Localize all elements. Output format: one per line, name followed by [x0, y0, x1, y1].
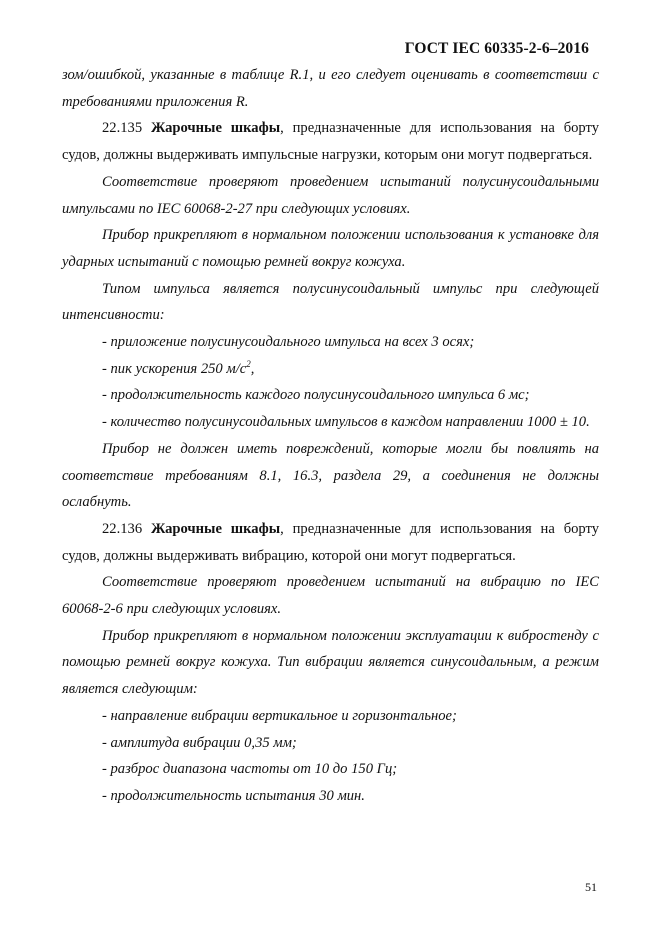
list-item: - продолжительность испытания 30 мин. — [102, 787, 365, 804]
list-item: - амплитуда вибрации 0,35 мм; — [102, 734, 297, 751]
superscript: 2 — [246, 358, 251, 369]
clause-number: 22.136 — [102, 520, 143, 537]
page-body — [62, 62, 599, 810]
page-number: 51 — [585, 880, 597, 894]
clause-number: 22.135 — [102, 120, 143, 137]
pulse-type-paragraph: Типом импульса является полусинусоидальный импульс при следующей интенсивности: — [62, 280, 599, 324]
list-item: - направление вибрации вертикальное и горизонтальное; — [102, 707, 457, 724]
document-header: ГОСТ IEC 60335-2-6–2016 — [404, 40, 589, 57]
list-item — [62, 356, 599, 383]
clause-text: , предназначенные для использования на борту судов, должны выдерживать импульсные нагрузки, которым они могут подвергаться. — [62, 120, 599, 164]
clause-term: Жарочные шкафы — [151, 520, 281, 537]
list-item-text: - пик ускорения 250 м/с — [102, 360, 247, 377]
paragraph-continuation: зом/ошибкой, указанные в таблице R.1, и его следует оценивать в соответствии с требованиями приложения R. — [62, 67, 599, 110]
list-item: - продолжительность каждого полусинусоидального импульса 6 мс; — [102, 387, 530, 404]
requirement-paragraph: Прибор не должен иметь повреждений, которые могли бы повлиять на соответствие требованиям 8.1, 16.3, раздела 29, а соединения не должны ослабнуть. — [62, 440, 599, 511]
clause-22-135 — [62, 115, 599, 168]
list-item-tail: , — [250, 360, 255, 377]
list-item: - приложение полусинусоидального импульса на всех 3 осях; — [102, 334, 475, 351]
clause-term: Жарочные шкафы — [151, 120, 281, 137]
list-item: - разброс диапазона частоты от 10 до 150 Гц; — [102, 761, 398, 778]
list-item: - количество полусинусоидальных импульсов в каждом направлении 1000 ± 10. — [102, 414, 590, 431]
clause-22-136 — [62, 516, 599, 569]
compliance-paragraph: Соответствие проверяют проведением испытаний на вибрацию по IEC 60068-2-6 при следующих условиях. — [62, 574, 599, 618]
mounting-paragraph: Прибор прикрепляют в нормальном положении использования к установке для ударных испытаний с помощью ремней вокруг кожуха. — [62, 227, 599, 270]
mounting-paragraph: Прибор прикрепляют в нормальном положении эксплуатации к вибростенду с помощью ремней вокруг кожуха. Тип вибрации является синусоидальным, а режим является следующим: — [62, 627, 599, 698]
clause-text: , предназначенные для использования на борту судов, должны выдерживать вибрацию, которой они могут подвергаться. — [62, 520, 599, 564]
compliance-paragraph: Соответствие проверяют проведением испытаний полусинусоидальными импульсами по IEC 60068-2-27 при следующих условиях. — [62, 173, 599, 217]
